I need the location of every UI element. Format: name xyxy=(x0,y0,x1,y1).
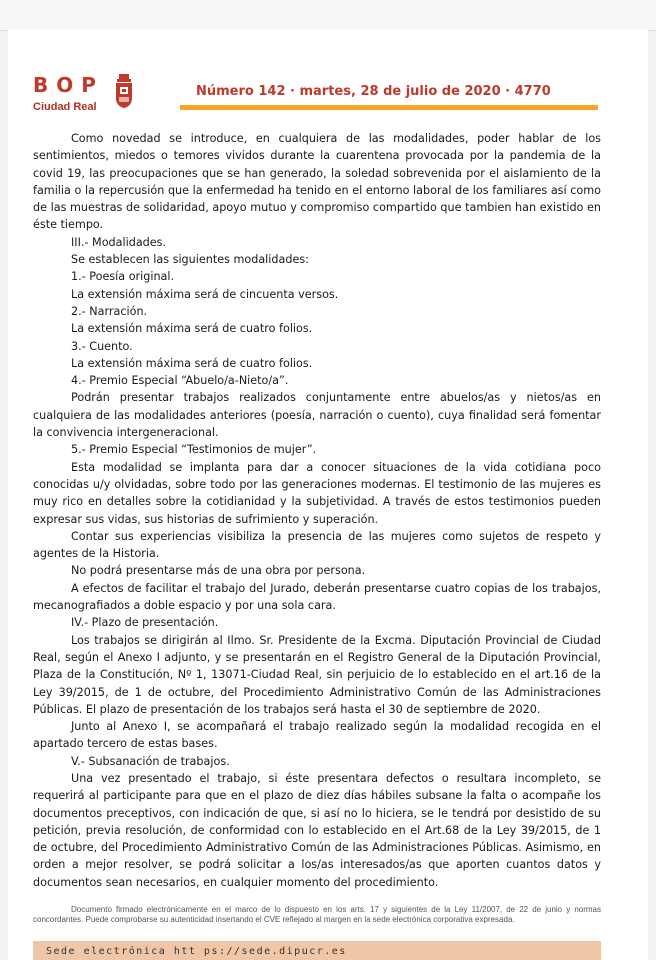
body-paragraph: Como novedad se introduce, en cualquiera de las modalidades, poder hablar de los sentimientos, miedos o temores vividos durante la cuarentena provocada por la pandemia de la covid 19, las preocupaciones que se han generado, la soledad sobrevenida por el aislamiento de la familia o la repercusión que la enfermedad ha tenido en el entorno laboral de los familiares así como de las muestras de solidaridad, apoyo mutuo y compromiso compartido que tambien han existido en éste tiempo. xyxy=(33,132,601,232)
body-paragraph: Junto al Anexo I, se acompañará el trabajo realizado según la modalidad recogida en el apartado tercero de estas bases. xyxy=(33,720,601,751)
body-paragraph: 1.- Poesía original. xyxy=(71,270,175,284)
document-page xyxy=(8,30,648,960)
body-paragraph: 2.- Narración. xyxy=(71,304,148,318)
browser-top-bar xyxy=(0,0,656,31)
body-paragraph: La extensión máxima será de cuatro folios. xyxy=(71,356,313,370)
coat-of-arms-icon xyxy=(114,74,134,108)
body-paragraph: Se establecen las siguientes modalidades: xyxy=(71,253,309,267)
body-paragraph: 4.- Premio Especial “Abuelo/a-Nieto/a”. xyxy=(71,374,289,388)
body-paragraph: Una vez presentado el trabajo, si éste presentara defectos o resultara incompleto, se requerirá al participante para que en el plazo de diez días hábiles subsane la falta o acompañe los documentos preceptivos, con indicación de que, si así no lo hiciera, se le tendrá por desistido de su petición, previa resolución, de conformidad con lo establecido en el Art.68 de la Ley 39/2015, de 1 de octubre, del Procedimiento Administrativo Común de las Administraciones Públicas. Asimismo, en orden a mejor resolver, se podrá solicitar a los/as interesados/as que aporten cuantos datos y documentos sean necesarios, en cualquier momento del procedimiento. xyxy=(33,771,601,889)
body-paragraph: III.- Modalidades. xyxy=(71,235,167,249)
sede-electronica-link[interactable]: Sede electrónica htt ps://sede.dipucr.es xyxy=(46,946,347,957)
body-paragraph: Podrán presentar trabajos realizados conjuntamente entre abuelos/as y nietos/as en cualquiera de las modalidades anteriores (poesía, narración o cuento), cuya finalidad será fomentar la convivencia intergeneracional. xyxy=(33,391,601,440)
body-paragraph: Esta modalidad se implanta para dar a conocer situaciones de la vida cotidiana poco conocidas u/y olvidadas, sobre todo por las generaciones modernas. El testimonio de las mujeres es muy rico en detalles sobre la cotidianidad y la subjetividad. A través de estos testimonios pueden expresar sus vidas, sus historias de sufrimiento y superación. xyxy=(33,460,601,526)
body-paragraph: No podrá presentarse más de una obra por persona. xyxy=(71,564,366,578)
body-paragraph: 3.- Cuento. xyxy=(71,339,133,353)
signature-note-text: Documento firmado electrónicamente en el marco de lo dispuesto en los arts. 17 y siguientes de la Ley 11/2007, de 22 de junio y normas concordantes. Puede comprobarse su autenticidad insertando el CVE reflejado al margen en la sede electrónica corporativa expresada. xyxy=(33,905,601,924)
header-rule xyxy=(180,105,598,110)
bop-logo-text: BOP xyxy=(33,73,104,97)
body-paragraph: A efectos de facilitar el trabajo del Jurado, deberán presentarse cuatro copias de los trabajos, mecanografiados a doble espacio y por una sola cara. xyxy=(33,581,601,613)
bop-logo-subtitle: Ciudad Real xyxy=(33,101,97,113)
body-paragraph: V.- Subsanación de trabajos. xyxy=(71,754,230,768)
body-paragraph: 5.- Premio Especial “Testimonios de mujer”. xyxy=(71,443,317,457)
body-paragraph: La extensión máxima será de cincuenta versos. xyxy=(71,287,339,301)
sede-electronica-band xyxy=(33,941,601,960)
signature-note xyxy=(33,905,601,924)
issue-info: Número 142 · martes, 28 de julio de 2020 · 4770 xyxy=(196,84,551,99)
body-paragraph: La extensión máxima será de cuatro folios. xyxy=(71,322,313,336)
body-paragraph: IV.- Plazo de presentación. xyxy=(71,616,219,630)
bulletin-header xyxy=(8,30,648,120)
body-paragraph: Los trabajos se dirigirán al Ilmo. Sr. Presidente de la Excma. Diputación Provincial de Ciudad Real, según el Anexo I adjunto, y se presentarán en el Registro General de la Diputación Provincial, Plaza de la Constitución, Nº 1, 13071-Ciudad Real, sin perjuicio de lo establecido en el art.16 de la Ley 39/2015, de 1 de octubre, del Procedimiento Administrativo Común de las Administraciones Públicas. El plazo de presentación de los trabajos será hasta el 30 de septiembre de 2020. xyxy=(33,633,601,716)
body-paragraph: Contar sus experiencias visibiliza la presencia de las mujeres como sujetos de respeto y agentes de la Historia. xyxy=(33,529,601,561)
document-body xyxy=(33,130,601,891)
